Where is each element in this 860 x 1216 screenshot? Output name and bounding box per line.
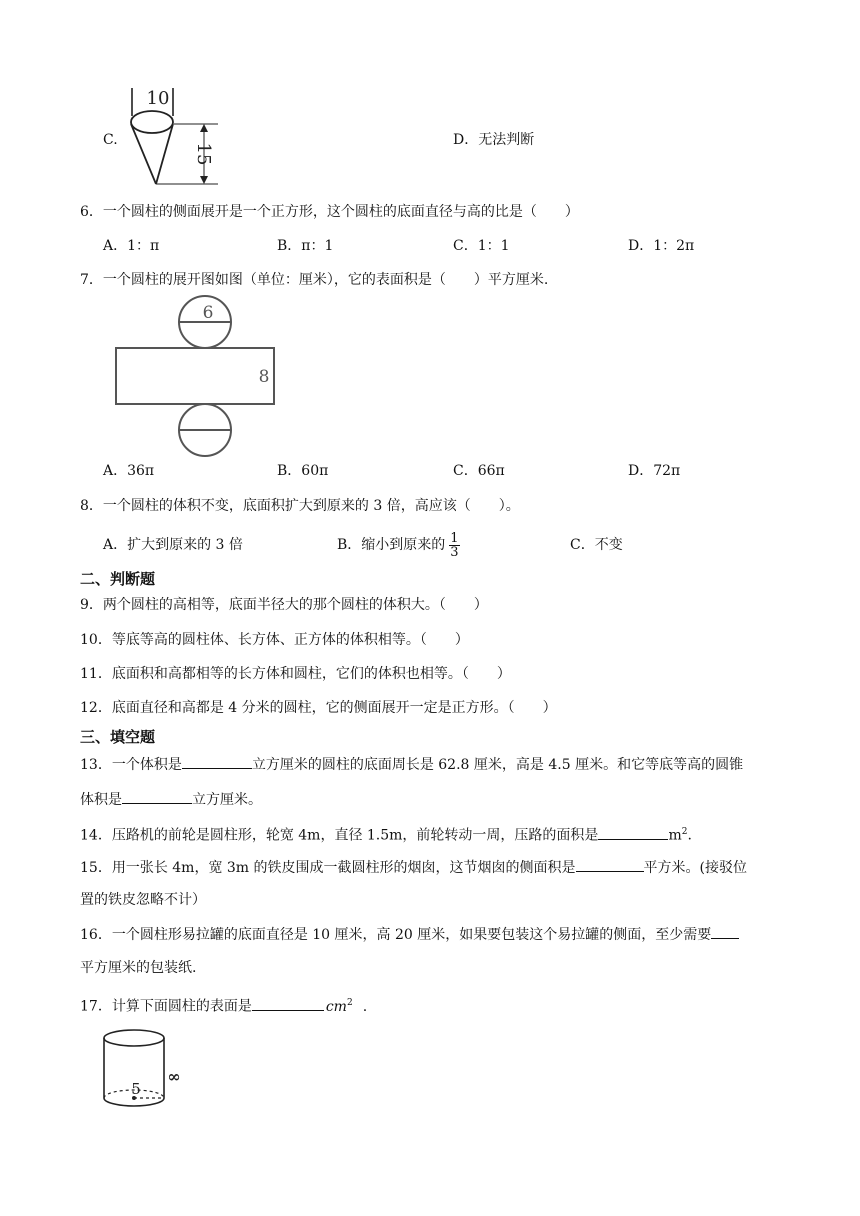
q14-period: .: [687, 827, 692, 844]
cylinder-radius-label: 5: [131, 1080, 141, 1098]
q13-blank-2[interactable]: [122, 789, 192, 804]
net-diameter-label: 6: [202, 303, 214, 323]
q6-stem: 6．一个圆柱的侧面展开是一个正方形，这个圆柱的底面直径与高的比是（ ）: [80, 204, 579, 220]
q17-unit-exponent: 2: [346, 998, 353, 1008]
q13-text-a: 13．一个体积是: [80, 757, 182, 773]
q13-text-b: 立方厘米的圆柱的底面周长是 62.8 厘米，高是 4.5 厘米。和它等底等高的圆锥: [251, 757, 744, 773]
q15-line2: 置的铁皮忽略不计）: [80, 892, 206, 908]
q6-option-d: D．1：2π: [628, 238, 695, 254]
q7-option-a: A．36π: [103, 463, 155, 479]
q16-line1: [80, 924, 739, 945]
q17-unit: cm: [325, 998, 347, 1015]
q7-option-b: B．60π: [277, 463, 329, 479]
q12-stem: 12．底面直径和高都是 4 分米的圆柱，它的侧面展开一定是正方形。（ ）: [80, 700, 557, 716]
cylinder-figure: [100, 1028, 190, 1118]
one-third-fraction: [449, 532, 459, 559]
cone-diameter-label: 10: [146, 88, 170, 109]
q14-blank[interactable]: [598, 825, 668, 840]
q14-unit-exponent: 2: [681, 827, 688, 837]
cylinder-net-figure: [112, 296, 282, 458]
q5-option-d: D．无法判断: [453, 132, 535, 148]
q16-text-a: 16．一个圆柱形易拉罐的底面直径是 10 厘米，高 20 厘米，如果要包装这个易拉罐的侧面，至少需要: [80, 927, 712, 943]
section-heading-judgment: 二、判断题: [80, 570, 156, 588]
q7-stem: 7．一个圆柱的展开图如图（单位：厘米），它的表面积是（ ）平方厘米.: [80, 272, 549, 288]
fraction-denominator: 3: [450, 544, 459, 560]
q17-line: [80, 993, 367, 1017]
q15-blank[interactable]: [576, 857, 644, 872]
q14-text-a: 14．压路机的前轮是圆柱形，轮宽 4m，直径 1.5m，前轮转动一周，压路的面积是: [80, 827, 599, 844]
q13-line1: [80, 754, 743, 775]
q6-option-c: C．1：1: [453, 238, 510, 254]
q9-stem: 9．两个圆柱的高相等，底面半径大的那个圆柱的体积大。（ ）: [80, 597, 488, 613]
q17-blank[interactable]: [252, 996, 324, 1011]
section-heading-fill-blank: 三、填空题: [80, 728, 156, 746]
cone-figure: [118, 86, 228, 190]
q17-text-a: 17．计算下面圆柱的表面是: [80, 998, 252, 1015]
q13-text-d: 立方厘米。: [192, 792, 262, 808]
q13-line2: [80, 789, 262, 810]
q7-option-c: C．66π: [453, 463, 505, 479]
q8-option-b: [337, 528, 460, 562]
cylinder-height-label: ∞: [167, 1067, 181, 1086]
q6-option-b: B．π：1: [277, 238, 334, 254]
q8-option-c: C．不变: [570, 537, 623, 553]
q15-text-b: 平方米。(接驳位: [643, 860, 747, 876]
q8-option-b-text: B．缩小到原来的: [337, 537, 446, 553]
cone-height-label: 15: [193, 142, 214, 166]
q16-line2: 平方厘米的包装纸.: [80, 960, 197, 976]
net-height-label: 8: [258, 367, 270, 387]
q8-option-a: A．扩大到原来的 3 倍: [103, 537, 243, 553]
q17-period: .: [362, 998, 368, 1015]
q15-line1: [80, 857, 747, 878]
q14-unit: m: [668, 827, 682, 844]
q6-option-a: A．1：π: [103, 238, 160, 254]
q10-stem: 10．等底等高的圆柱体、长方体、正方体的体积相等。（ ）: [80, 632, 469, 648]
q16-blank[interactable]: [711, 924, 739, 939]
q8-stem: 8．一个圆柱的体积不变，底面积扩大到原来的 3 倍，高应该（ ）。: [80, 498, 520, 514]
q13-blank-1[interactable]: [182, 754, 252, 769]
q15-text-a: 15．用一张长 4m，宽 3m 的铁皮围成一截圆柱形的烟囱，这节烟囱的侧面积是: [80, 860, 576, 876]
q7-option-d: D．72π: [628, 463, 681, 479]
q5-option-c: C.: [103, 132, 118, 148]
q14-line: [80, 822, 692, 846]
q13-text-c: 体积是: [80, 792, 122, 808]
fraction-numerator: 1: [450, 530, 459, 546]
q11-stem: 11．底面积和高都相等的长方体和圆柱，它们的体积也相等。（ ）: [80, 666, 511, 682]
